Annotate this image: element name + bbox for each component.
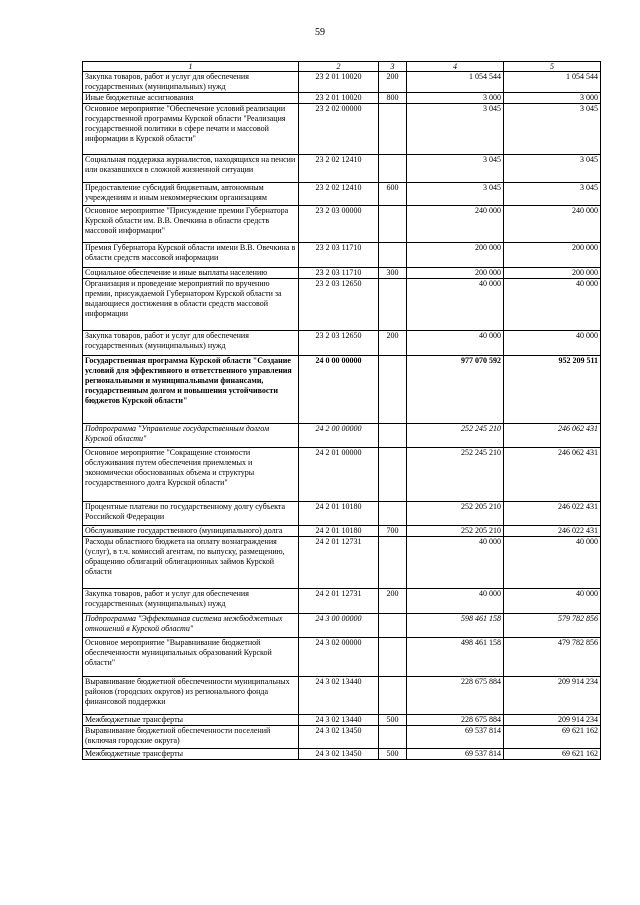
row-expense-type xyxy=(379,677,407,715)
row-amount-year-2: 246 062 431 xyxy=(504,448,601,502)
row-amount-year-2: 40 000 xyxy=(504,279,601,331)
row-expense-type xyxy=(379,243,407,268)
row-amount-year-1: 40 000 xyxy=(407,589,504,614)
table-row xyxy=(83,206,601,243)
table-row xyxy=(83,726,601,749)
table-row xyxy=(83,356,601,424)
row-expense-type xyxy=(379,279,407,331)
table-row xyxy=(83,183,601,206)
row-expense-type: 200 xyxy=(379,331,407,356)
row-name: Межбюджетные трансферты xyxy=(83,715,299,726)
table-row xyxy=(83,448,601,502)
table-body xyxy=(83,62,601,760)
row-name: Подпрограмма "Управление государственным долгом Курской области" xyxy=(83,424,299,448)
row-amount-year-1: 69 537 814 xyxy=(407,726,504,749)
table-row xyxy=(83,104,601,155)
row-amount-year-1: 40 000 xyxy=(407,279,504,331)
table-row xyxy=(83,537,601,589)
row-expense-type: 300 xyxy=(379,268,407,279)
row-expense-type xyxy=(379,502,407,526)
row-expense-type xyxy=(379,356,407,424)
table-row xyxy=(83,72,601,93)
row-amount-year-2: 3 045 xyxy=(504,155,601,183)
column-number-3: 3 xyxy=(379,62,407,72)
row-amount-year-2: 200 000 xyxy=(504,268,601,279)
row-amount-year-1: 200 000 xyxy=(407,268,504,279)
table-row xyxy=(83,502,601,526)
row-code: 24 0 00 00000 xyxy=(299,356,379,424)
row-expense-type: 500 xyxy=(379,749,407,760)
row-name: Закупка товаров, работ и услуг для обеспечения государственных (муниципальных) нужд xyxy=(83,589,299,614)
budget-table xyxy=(82,61,601,760)
row-amount-year-1: 240 000 xyxy=(407,206,504,243)
row-amount-year-1: 598 461 158 xyxy=(407,614,504,638)
row-amount-year-1: 40 000 xyxy=(407,537,504,589)
row-amount-year-1: 252 245 210 xyxy=(407,448,504,502)
table-row xyxy=(83,279,601,331)
row-name: Социальное обеспечение и иные выплаты населению xyxy=(83,268,299,279)
row-amount-year-2: 3 045 xyxy=(504,104,601,155)
table-row xyxy=(83,749,601,760)
row-name: Основное мероприятие "Присуждение премии Губернатора Курской области им. В.В. Овечкина в области средств массовой информации" xyxy=(83,206,299,243)
row-amount-year-2: 3 000 xyxy=(504,93,601,104)
row-code: 24 2 01 12731 xyxy=(299,589,379,614)
row-name: Обслуживание государственного (муниципального) долга xyxy=(83,526,299,537)
row-code: 24 2 01 10180 xyxy=(299,526,379,537)
table-row xyxy=(83,638,601,677)
table-row xyxy=(83,243,601,268)
row-amount-year-1: 200 000 xyxy=(407,243,504,268)
row-name: Организация и проведение мероприятий по вручению премии, присуждаемой Губернатором Курской области за выдающиеся достижения в области средств массовой информации xyxy=(83,279,299,331)
row-name: Межбюджетные трансферты xyxy=(83,749,299,760)
table-row xyxy=(83,589,601,614)
page-number: 59 xyxy=(315,27,325,38)
row-code: 24 2 01 00000 xyxy=(299,448,379,502)
row-expense-type: 500 xyxy=(379,715,407,726)
row-code: 23 2 03 00000 xyxy=(299,206,379,243)
row-code: 24 3 02 13450 xyxy=(299,749,379,760)
row-expense-type: 200 xyxy=(379,589,407,614)
row-name: Премия Губернатора Курской области имени В.В. Овечкина в области средств массовой информации xyxy=(83,243,299,268)
row-name: Иные бюджетные ассигнования xyxy=(83,93,299,104)
row-name: Социальная поддержка журналистов, находящихся на пенсии или оказавшихся в сложной жизненной ситуации xyxy=(83,155,299,183)
row-code: 24 2 01 12731 xyxy=(299,537,379,589)
column-number-2: 2 xyxy=(299,62,379,72)
row-code: 23 2 02 00000 xyxy=(299,104,379,155)
row-amount-year-2: 40 000 xyxy=(504,331,601,356)
row-name: Государственная программа Курской области "Создание условий для эффективного и ответственного управления региональными и муниципальными финансами, государственным долгом и повышения устойчивости бюджетов Курской области" xyxy=(83,356,299,424)
table-row xyxy=(83,526,601,537)
row-expense-type xyxy=(379,614,407,638)
row-name: Процентные платежи по государственному долгу субъекта Российской Федерации xyxy=(83,502,299,526)
row-expense-type xyxy=(379,206,407,243)
row-amount-year-1: 3 045 xyxy=(407,155,504,183)
row-amount-year-2: 246 022 431 xyxy=(504,502,601,526)
row-code: 24 2 01 10180 xyxy=(299,502,379,526)
row-name: Подпрограмма "Эффективная система межбюджетных отношений в Курской области" xyxy=(83,614,299,638)
table-row xyxy=(83,268,601,279)
table-row xyxy=(83,614,601,638)
row-code: 23 2 03 12650 xyxy=(299,279,379,331)
row-expense-type xyxy=(379,726,407,749)
row-code: 24 3 02 13450 xyxy=(299,726,379,749)
row-amount-year-1: 3 045 xyxy=(407,183,504,206)
row-expense-type: 700 xyxy=(379,526,407,537)
row-amount-year-1: 498 461 158 xyxy=(407,638,504,677)
row-amount-year-1: 40 000 xyxy=(407,331,504,356)
row-expense-type xyxy=(379,104,407,155)
row-expense-type: 600 xyxy=(379,183,407,206)
row-code: 24 3 00 00000 xyxy=(299,614,379,638)
row-amount-year-2: 209 914 234 xyxy=(504,677,601,715)
row-expense-type: 800 xyxy=(379,93,407,104)
table-row xyxy=(83,331,601,356)
column-number-5: 5 xyxy=(504,62,601,72)
table-row xyxy=(83,715,601,726)
row-amount-year-2: 1 054 544 xyxy=(504,72,601,93)
row-name: Выравнивание бюджетной обеспеченности муниципальных районов (городских округов) из регионального фонда финансовой поддержки xyxy=(83,677,299,715)
row-code: 24 2 00 00000 xyxy=(299,424,379,448)
row-code: 23 2 03 11710 xyxy=(299,243,379,268)
row-name: Закупка товаров, работ и услуг для обеспечения государственных (муниципальных) нужд xyxy=(83,72,299,93)
row-expense-type xyxy=(379,448,407,502)
row-name: Закупка товаров, работ и услуг для обеспечения государственных (муниципальных) нужд xyxy=(83,331,299,356)
row-amount-year-2: 40 000 xyxy=(504,537,601,589)
table-row xyxy=(83,93,601,104)
row-code: 24 3 02 13440 xyxy=(299,715,379,726)
row-code: 23 2 02 12410 xyxy=(299,155,379,183)
table-row xyxy=(83,677,601,715)
row-expense-type xyxy=(379,638,407,677)
row-name: Предоставление субсидий бюджетным, автономным учреждениям и иным некоммерческим организациям xyxy=(83,183,299,206)
row-expense-type xyxy=(379,537,407,589)
row-name: Основное мероприятие "Выравнивание бюджетной обеспеченности муниципальных образований Курской области" xyxy=(83,638,299,677)
row-name: Основное мероприятие "Сокращение стоимости обслуживания путем обеспечения приемлемых и экономически обоснованных объема и структуры государственного долга Курской области" xyxy=(83,448,299,502)
row-amount-year-1: 228 675 884 xyxy=(407,715,504,726)
row-expense-type xyxy=(379,155,407,183)
row-amount-year-2: 3 045 xyxy=(504,183,601,206)
row-amount-year-2: 40 000 xyxy=(504,589,601,614)
row-amount-year-2: 240 000 xyxy=(504,206,601,243)
row-amount-year-1: 69 537 814 xyxy=(407,749,504,760)
row-code: 23 2 02 12410 xyxy=(299,183,379,206)
row-amount-year-1: 228 675 884 xyxy=(407,677,504,715)
row-code: 24 3 02 00000 xyxy=(299,638,379,677)
row-amount-year-2: 69 621 162 xyxy=(504,749,601,760)
row-name: Выравнивание бюджетной обеспеченности поселений (включая городские округа) xyxy=(83,726,299,749)
column-number-1: 1 xyxy=(83,62,299,72)
row-name: Основное мероприятие "Обеспечение условий реализации государственной программы Курской области "Реализация государственной политики в сфере печати и массовой информации в Курской области" xyxy=(83,104,299,155)
row-amount-year-1: 252 205 210 xyxy=(407,502,504,526)
row-amount-year-1: 3 000 xyxy=(407,93,504,104)
column-number-row xyxy=(83,62,601,72)
row-amount-year-2: 246 062 431 xyxy=(504,424,601,448)
row-amount-year-2: 579 782 856 xyxy=(504,614,601,638)
row-amount-year-2: 246 022 431 xyxy=(504,526,601,537)
column-number-4: 4 xyxy=(407,62,504,72)
row-code: 23 2 03 11710 xyxy=(299,268,379,279)
row-amount-year-2: 200 000 xyxy=(504,243,601,268)
row-name: Расходы областного бюджета на оплату вознаграждения (услуг), в т.ч. комиссий агентам, по выпуску, размещению, обращению облигаций облигационных займов Курской области xyxy=(83,537,299,589)
row-code: 23 2 03 12650 xyxy=(299,331,379,356)
row-amount-year-1: 3 045 xyxy=(407,104,504,155)
row-amount-year-1: 252 205 210 xyxy=(407,526,504,537)
row-amount-year-2: 479 782 856 xyxy=(504,638,601,677)
row-amount-year-2: 209 914 234 xyxy=(504,715,601,726)
row-code: 23 2 01 10020 xyxy=(299,93,379,104)
row-amount-year-1: 1 054 544 xyxy=(407,72,504,93)
table-row xyxy=(83,424,601,448)
row-expense-type: 200 xyxy=(379,72,407,93)
row-code: 23 2 01 10020 xyxy=(299,72,379,93)
row-amount-year-2: 952 209 511 xyxy=(504,356,601,424)
row-amount-year-1: 252 245 210 xyxy=(407,424,504,448)
row-code: 24 3 02 13440 xyxy=(299,677,379,715)
row-expense-type xyxy=(379,424,407,448)
row-amount-year-1: 977 070 592 xyxy=(407,356,504,424)
row-amount-year-2: 69 621 162 xyxy=(504,726,601,749)
table-row xyxy=(83,155,601,183)
